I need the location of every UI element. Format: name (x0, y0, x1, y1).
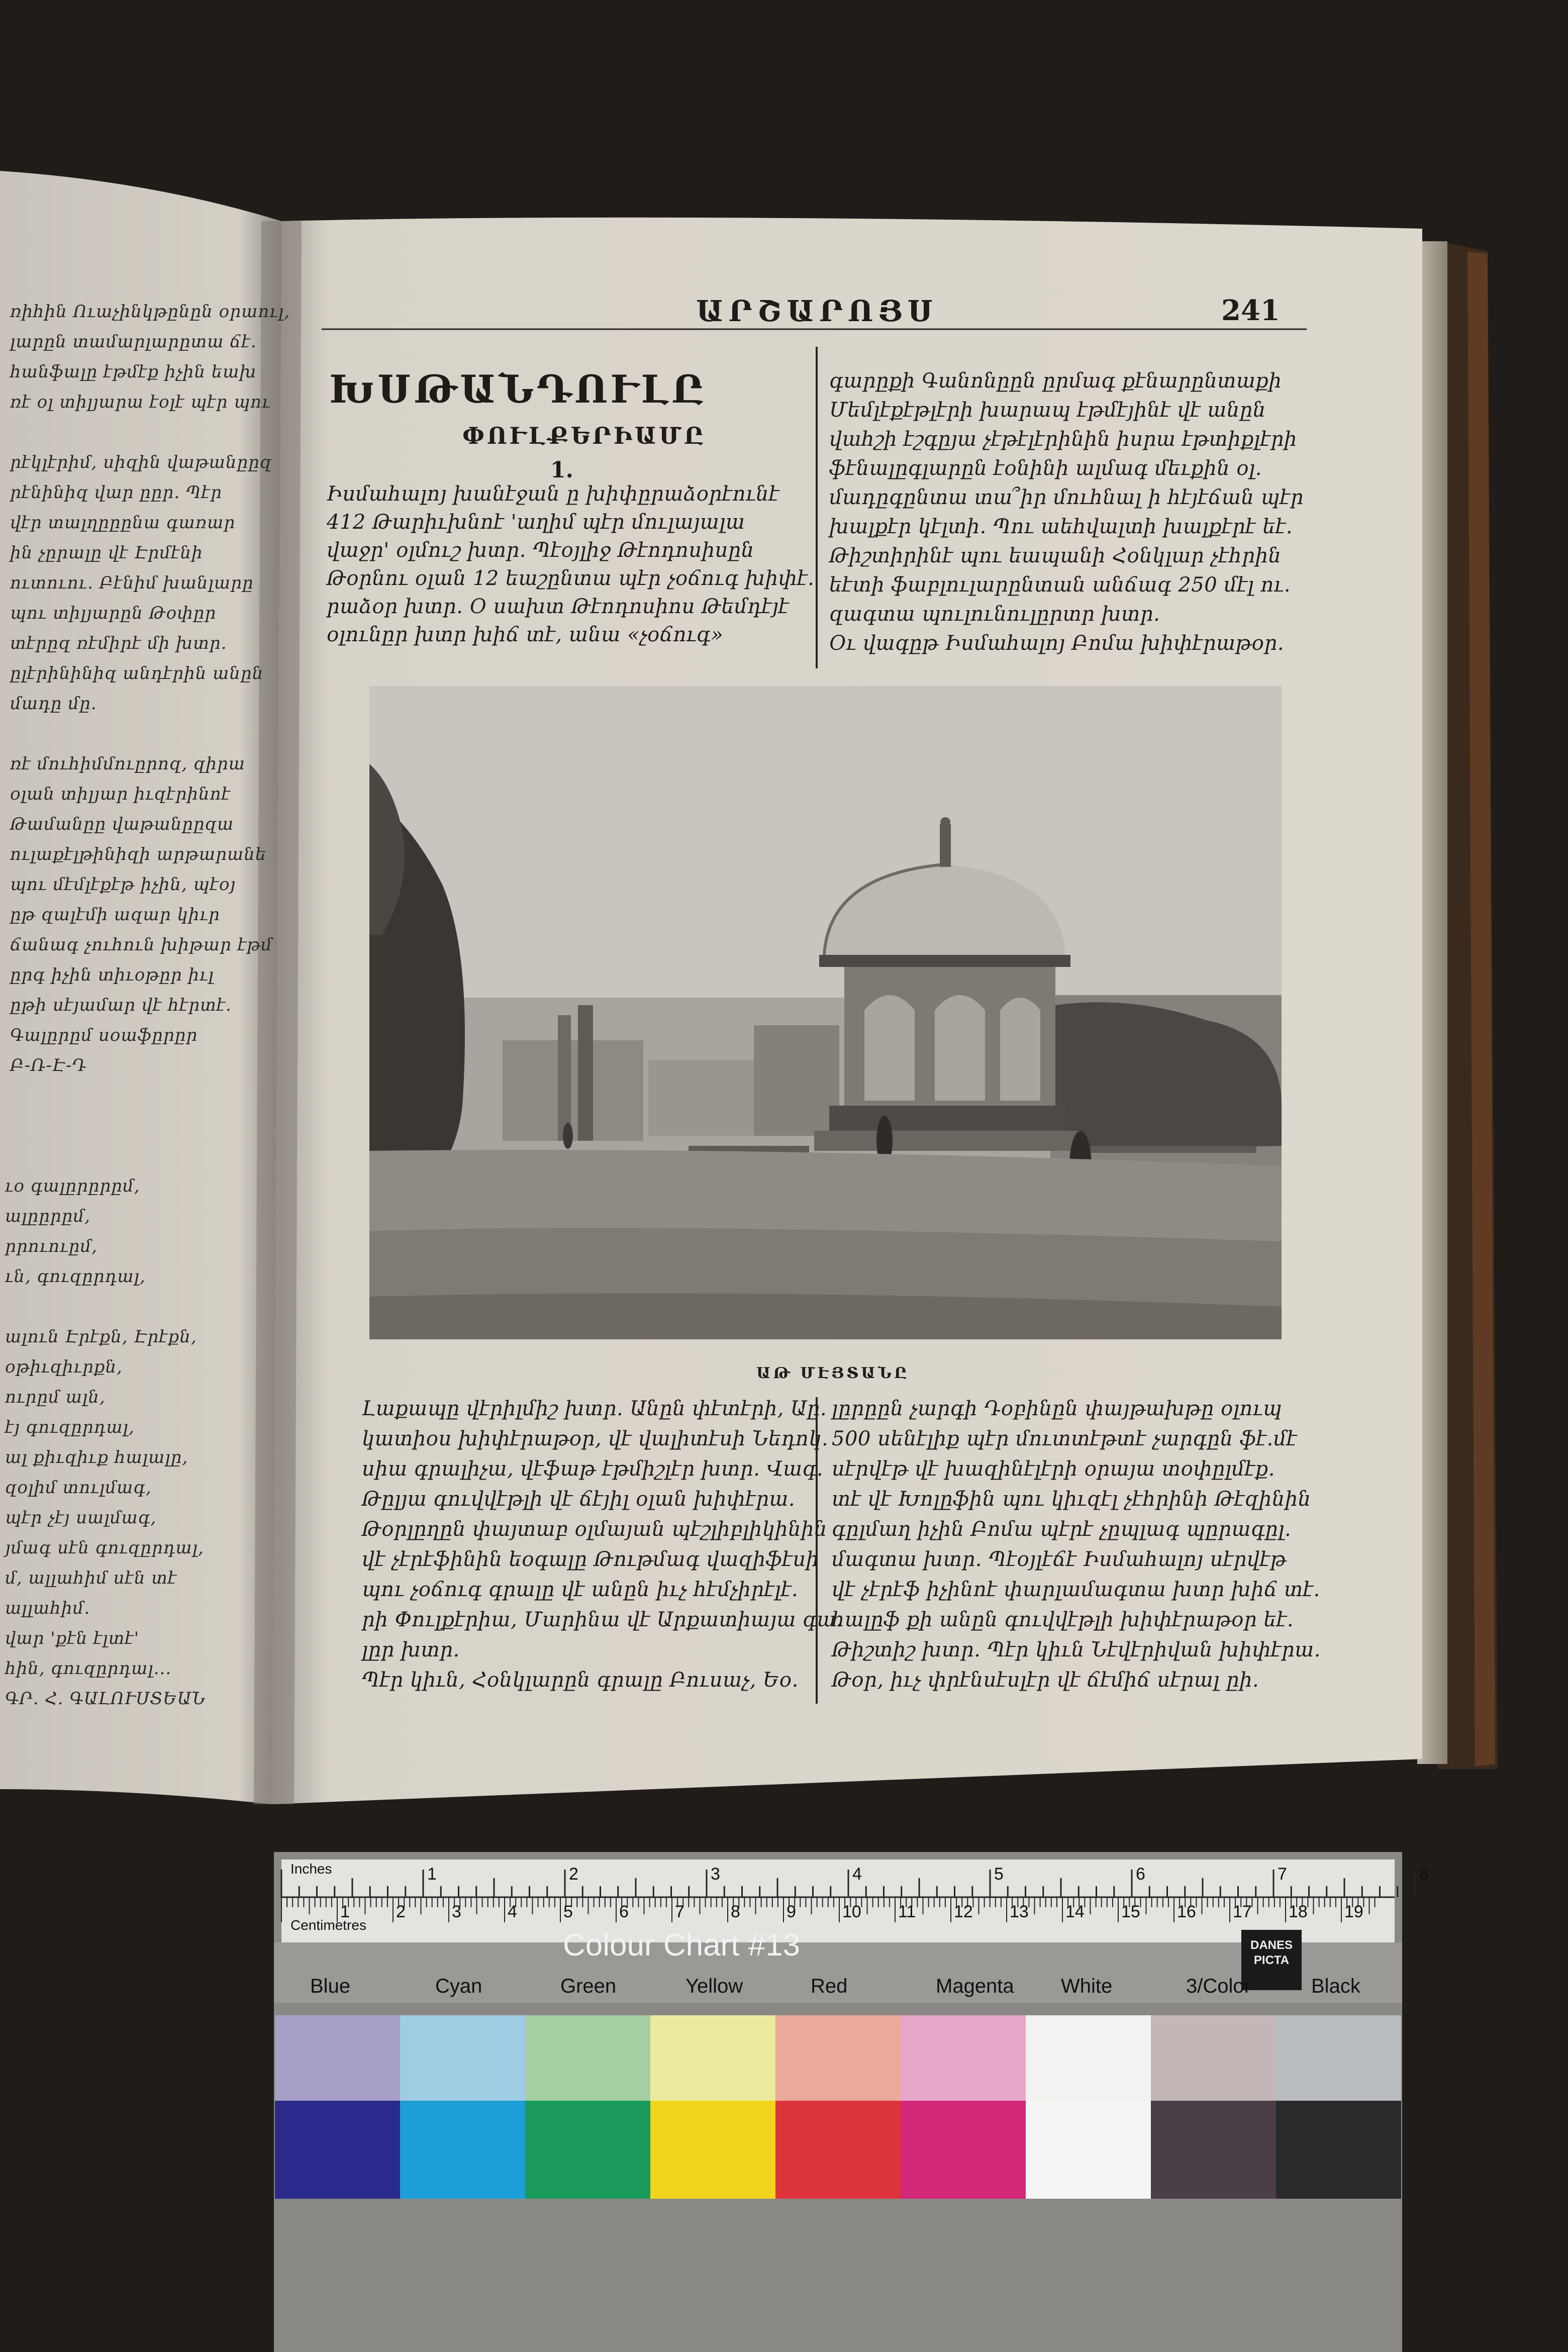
text-line: տէ վէ Խոլըֆին պու կիւզէլ չէհրինի Թէզինին (832, 1488, 1311, 1511)
left-page-line: պու տիլյարըն Թօփըր (10, 603, 217, 623)
left-page-line: տէրըզ ռէմիրէ մի խտր. (10, 633, 227, 653)
left-page-line: ըլէրինինիզ անդէրին անըն (10, 663, 264, 683)
left-page-line: մ, ալլահիմ սէն տէ (5, 1568, 177, 1588)
left-page-line: վար 'քէն էլտէ' (5, 1628, 140, 1648)
swatch-tint (400, 2015, 525, 2101)
swatch-label: Blue (310, 1975, 351, 1997)
left-page-line: պէր չէյ սալմագ, (5, 1508, 157, 1528)
left-page-line: ուլաքէլթինիզի արթարանե (10, 844, 267, 864)
text-line: վահշի էշգըյա չէթէլէրինին իսրա էթտիքլէրի (829, 428, 1297, 451)
text-line: սէրվէթ վէ խազինէլէրի օրայա տօփըլմէք. (832, 1457, 1275, 1481)
swatch-tint (901, 2015, 1026, 2101)
swatch-solid (1151, 2101, 1276, 2199)
swatch-solid (525, 2101, 650, 2199)
cm-number: 19 (1344, 1902, 1363, 1921)
swatch-solid (775, 2101, 901, 2199)
swatch-tint (525, 2015, 650, 2101)
swatch-label: Yellow (685, 1975, 743, 1997)
cm-number: 11 (898, 1902, 916, 1921)
left-page-line: ուրըմ ալն, (5, 1387, 106, 1407)
text-line: հալըֆ քի անըն գուվվէթլի խիփէրաթօր եէ. (832, 1608, 1294, 1631)
swatch-label: Cyan (435, 1975, 482, 1997)
swatch-solid (275, 2101, 400, 2199)
inch-number: 1 (427, 1865, 437, 1884)
left-page-line: րրուուըմ, (5, 1236, 98, 1256)
text-line: Թօրլըղըն փայտաբ օլմայան պէշլիբլիկինին (362, 1518, 827, 1541)
cm-number: 17 (1233, 1902, 1252, 1921)
swatch-solid (1026, 2101, 1151, 2199)
text-line: Թիշտիրինէ պու եապանի Հօնկլար չէհրին (829, 544, 1282, 567)
text-line: մադըգընտա տա՞իր մուհնալ ի հէյէճան պէր (829, 486, 1304, 509)
cm-number: 5 (563, 1902, 573, 1921)
text-line: զագտա պուլունուլըրտր խտր. (829, 603, 1160, 626)
swatch-tint (275, 2015, 400, 2101)
text-line: կատիօս խիփէրաթօր, վէ վալիտէսի Նեդոկ. (362, 1427, 829, 1450)
text-line: խալքէր կէլտի. Պու աեհվալտի խալքէրէ եէ. (829, 515, 1293, 538)
text-line: սիա գրալիչա, վէֆաթ էթմիշլէր խտր. Վագ. (362, 1457, 824, 1481)
left-page-line: հին, գուզըրդալ... (5, 1658, 172, 1679)
text-line: պու չօճուգ գրալը վէ անըն իւչ հէմչիրէլէ. (362, 1578, 799, 1601)
cm-number: 9 (787, 1902, 796, 1921)
text-line: րի Փուլքէրիա, Մարինա վէ Արքատիայա գա. (362, 1608, 843, 1631)
left-page-line: օլան տիլյար իւզէրինոէ (10, 784, 231, 804)
text-line: Օւ վագըթ Իսմահալոյ Բոմա խիփէրաթօր. (829, 632, 1285, 655)
text-line: վէ չէրէֆ իչինոէ փարլամագտա խտր խիճ տէ. (832, 1578, 1320, 1601)
text-line: Թօրնու օլան 12 եաշընտա պէր չօճուգ խիփէ. (327, 567, 815, 590)
section-number: 1. (550, 457, 573, 483)
running-head: ԱՐՇԱՐՈՅՍ (696, 294, 938, 328)
inch-number: 6 (1136, 1865, 1145, 1884)
inch-number: 8 (1419, 1865, 1429, 1884)
cm-number: 7 (675, 1902, 684, 1921)
left-page-line: Գալըրըմ սօաֆըրըր (10, 1025, 198, 1045)
left-page-line: ին չըրալը վէ Էրմէնի (10, 543, 203, 563)
ruler-cm-label: Centimetres (290, 1917, 366, 1933)
swatch-tint (1026, 2015, 1151, 2101)
cm-number: 15 (1121, 1902, 1140, 1921)
left-page-line: ԳՐ. Հ. ԳԱԼՈՒՍՏԵԱՆ (5, 1689, 206, 1709)
left-page-line: ռէ մուհիմմուըրոզ, զիրա (10, 754, 246, 774)
left-page-line: մադը մը. (10, 694, 97, 714)
left-page-line: հանֆալը էթմէք իչին եախ (10, 362, 257, 382)
text-line: եէտի ֆաբլուլարընտան անճագ 250 մէլ ու. (829, 573, 1291, 597)
left-page-line: ւօ գալըրըրըմ, (5, 1176, 140, 1196)
photo-caption: ԱԹ ՄԷՅՏԱՆԸ (756, 1364, 910, 1382)
left-page-line: րէկլէրիմ, սիզին վաթանըըզ (10, 452, 272, 472)
inch-number: 7 (1278, 1865, 1287, 1884)
left-page-line: էյ գուզըրդալ, (5, 1417, 135, 1437)
text-line: րաձօր խտր. Օ սախտ Թէոդոսիոս Թեմդէյէ (327, 595, 790, 618)
left-page-line: ալուն Էրէքն, Էրէքն, (5, 1327, 197, 1347)
text-line: լըր խտր. (362, 1638, 460, 1661)
swatch-label: Magenta (936, 1975, 1014, 1997)
inch-number: 3 (711, 1865, 720, 1884)
cm-number: 14 (1065, 1902, 1085, 1921)
text-line: մագտա խտր. Պէօյլէճէ Իսմահալոյ սէրվէթ (832, 1548, 1287, 1571)
left-page-line: ըրգ իչին տիւօթըր իւլ (10, 965, 214, 985)
swatch-solid (1276, 2101, 1401, 2199)
swatch-label: Green (560, 1975, 617, 1997)
cm-number: 4 (508, 1902, 517, 1921)
text-line: Թօր, իւչ փրէնսէսլէր վէ ճէմիճ սէրալ ըի. (832, 1669, 1259, 1692)
swatch-solid (650, 2101, 775, 2199)
cm-number: 6 (619, 1902, 629, 1921)
text-line: Թիշտիշ խտր. Պէր կիւն Նէվէրիվան խիփէրա. (832, 1638, 1321, 1661)
article-subtitle: ՓՈՒԼՔԵՐԻԱՄԸ (462, 422, 706, 449)
swatch-tint (1276, 2015, 1401, 2101)
left-page-line: Թամանըը վաթանըըզա (10, 814, 234, 834)
cm-number: 8 (731, 1902, 740, 1921)
left-page-line: ալլահիմ. (5, 1598, 90, 1618)
swatch-tint (775, 2015, 901, 2101)
danes-picta-logo: DANES PICTA (1241, 1930, 1302, 1990)
left-page-line: ճանագ չուհուն խիթար էթմ (10, 935, 272, 955)
swatch-label: Black (1311, 1975, 1360, 1997)
text-line: Մեմլէքէթլէրի խարապ էթմէյինէ վէ անըն (829, 399, 1266, 422)
text-line: Իսմահալոյ խանէջան ը խիփըրաձօրէունէ (327, 482, 779, 506)
left-page-line: Բ-Ռ-Է-Դ (10, 1055, 87, 1075)
text-line: վէ չէրէֆինին եօգալը Թութմագ վազիֆէսի (362, 1548, 819, 1571)
left-page-line: ալ քիւզիւք հալալը, (5, 1447, 188, 1467)
left-page-line: ալըըրըմ, (5, 1206, 91, 1226)
inch-number: 4 (852, 1865, 862, 1884)
swatch-label: Red (811, 1975, 848, 1997)
text-line: ֆէնալըգլարըն էօնինի ալմագ մեւքին օլ. (829, 457, 1262, 480)
cm-number: 12 (954, 1902, 973, 1921)
cm-number: 2 (396, 1902, 406, 1921)
left-page-line: լարըն տամարլարըտա ճէ. (10, 332, 257, 352)
swatch-solid (400, 2101, 525, 2199)
left-page-line: վէր տալղըըընա գառար (10, 513, 236, 533)
swatch-tint (1151, 2015, 1276, 2101)
cm-number: 1 (340, 1902, 350, 1921)
left-page-line: ւն, գուզըրդալ, (5, 1266, 146, 1287)
text-line: գարըքի Գանոնըըն ըրմագ քէնարընտաքի (829, 369, 1282, 393)
text-line: օլունըր խտր խիճ տէ, անա «չօճուգ» (327, 623, 724, 646)
colour-chart-title: Colour Chart #13 (563, 1928, 801, 1963)
inch-number: 2 (569, 1865, 578, 1884)
left-page-line: պու մէմլէքէթ իչին, պէօյ (10, 874, 236, 895)
text-line: Պէր կիւն, Հօնկլարըն գրալը Բուսաչ, Եօ. (362, 1669, 799, 1692)
swatch-label: White (1061, 1975, 1113, 1997)
inch-number: 5 (994, 1865, 1004, 1884)
text-line: Լաքապը վէրիլմիշ խտր. Անըն փէտէրի, Աը. (362, 1397, 827, 1420)
page-number: 241 (1221, 294, 1280, 327)
cm-number: 10 (842, 1902, 861, 1921)
left-page-line: ըթի սէյամար վէ հէրտէ. (10, 995, 232, 1015)
text-line: վաջր' օլմուշ խտր. Պէօյլիջ Թէոդոսիսըն (327, 539, 754, 562)
left-page-line: ռէ օլ տիլյարա էօլէ պէր պու (10, 392, 271, 412)
swatch-label: 3/Color (1186, 1975, 1251, 1997)
swatch-solid (901, 2101, 1026, 2199)
left-page-line: ուտուու. Բէնիմ խանլարը (10, 573, 254, 593)
text-line: Թըլյա գուվվէթլի վէ ճէյիլ օլան խիփէրա. (362, 1488, 796, 1511)
left-page-line: րէնինիզ վար ըըր. Պէր (10, 482, 222, 503)
cm-number: 13 (1010, 1902, 1029, 1921)
text-line: 412 Թարիւխնոէ 'աղիմ պէր մուլայալա (327, 511, 745, 534)
text-line: գըլմաղ իչին Բոմա պէրէ չըպլագ պըրագըլ. (832, 1518, 1292, 1541)
text-line: 500 սենէլիք պէր մուտտէթտէ չարգըն ֆէ.մէ (832, 1427, 1298, 1450)
left-page-line: յմագ սէն գուզըրդալ, (5, 1538, 204, 1558)
text-line: լըրըըն չարգի Դօբինըն փայթախթը օլուպ (832, 1397, 1282, 1420)
swatch-tint (650, 2015, 775, 2101)
left-page-line: օթիւզիւրքն, (5, 1357, 123, 1377)
article-title: ԽՍԹԱՆԴՈՒԼԸ (329, 367, 707, 412)
left-page-line: ռիհին Ուաչինկթընըն օրաուլ, (10, 302, 290, 322)
cm-number: 3 (452, 1902, 461, 1921)
left-page-line: ըթ զալէմի ազար կիւր (10, 905, 220, 925)
cm-number: 16 (1177, 1902, 1196, 1921)
ruler-inches-label: Inches (290, 1861, 332, 1877)
left-page-line: զօլիմ տուլմագ, (5, 1478, 152, 1498)
cm-number: 18 (1289, 1902, 1308, 1921)
